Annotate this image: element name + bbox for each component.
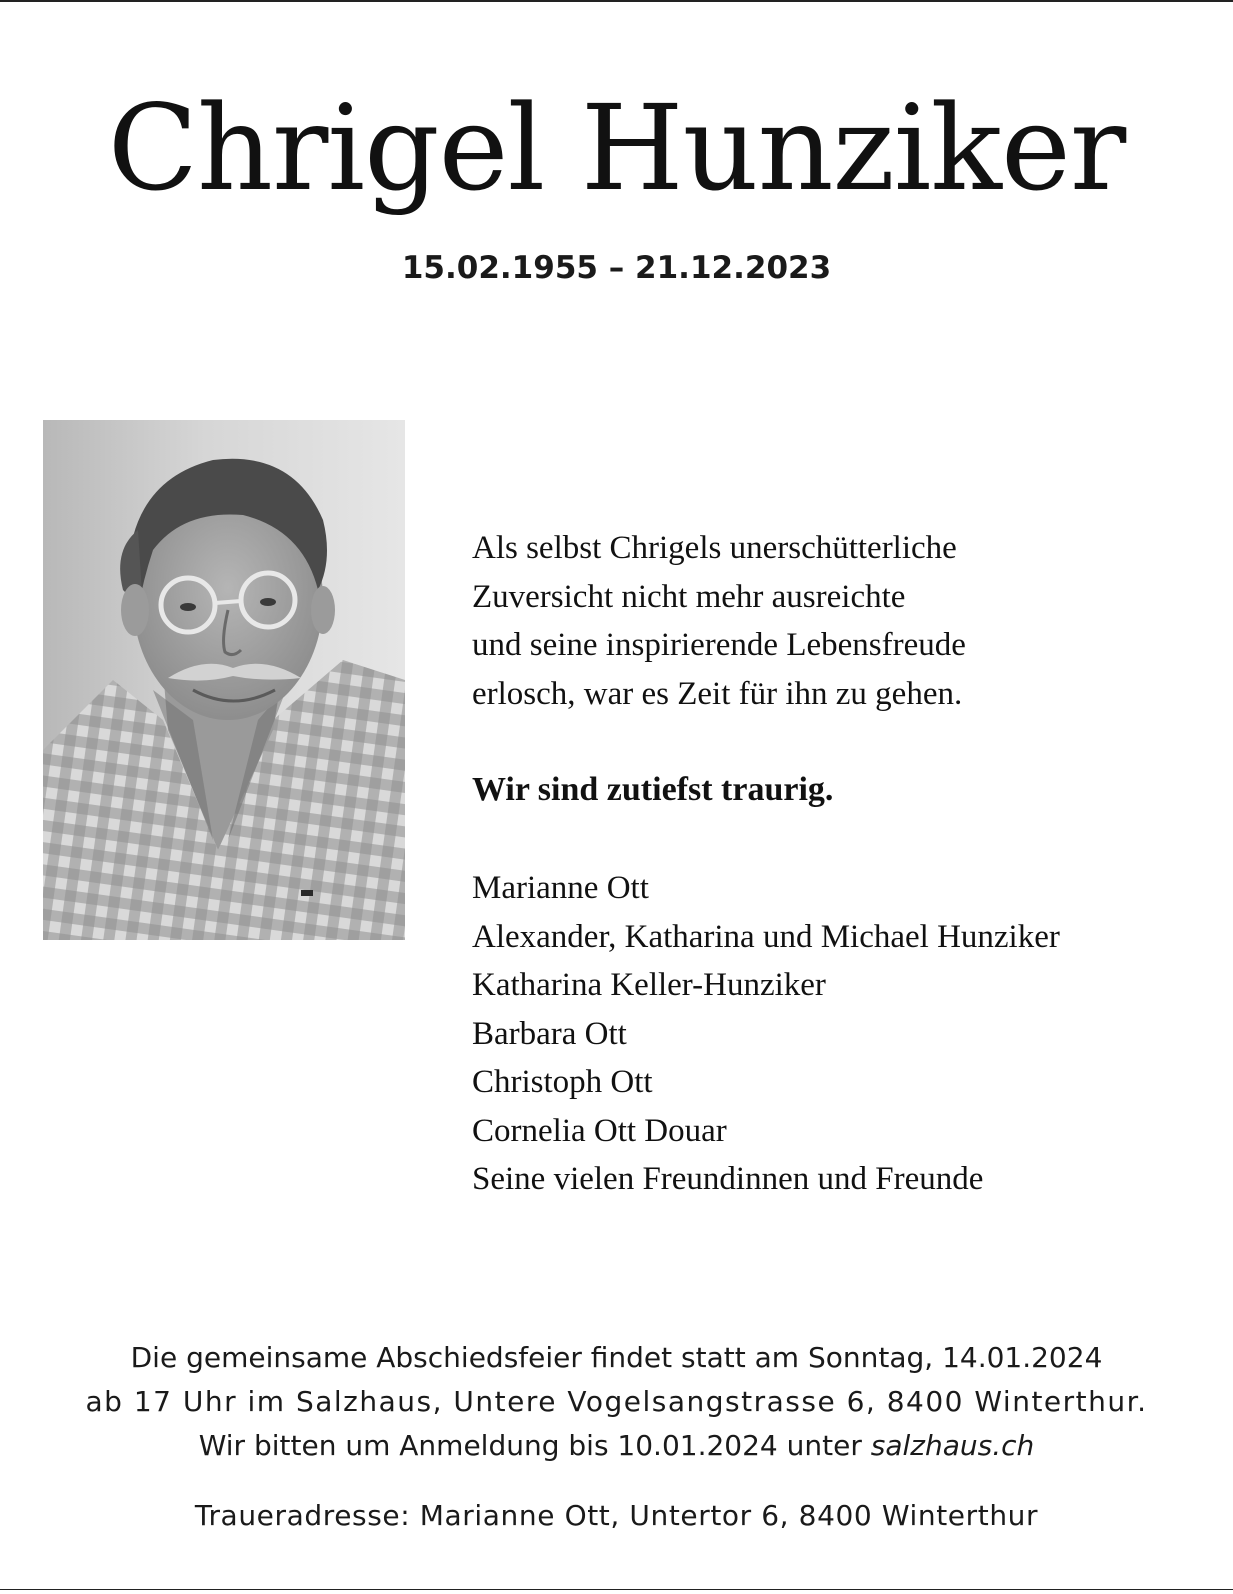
mourner-name: Cornelia Ott Douar (472, 1112, 727, 1149)
mourner-name: Barbara Ott (472, 1015, 627, 1052)
poem-line: erlosch, war es Zeit für ihn zu gehen. (472, 675, 963, 712)
mourner-name: Katharina Keller-Hunziker (472, 967, 826, 1003)
salzhaus-link[interactable]: salzhaus.ch (870, 1429, 1035, 1462)
registration-text: Wir bitten um Anmeldung bis 10.01.2024 unter (198, 1429, 871, 1462)
service-info (0, 1336, 1233, 1468)
memorial-poem (472, 524, 1212, 718)
service-line: ab 17 Uhr im Salzhaus, Untere Vogelsangstrasse 6, 8400 Winterthur. (85, 1385, 1148, 1418)
closing-line: Wir sind zutiefst traurig. (472, 771, 834, 808)
mourning-address: Traueradresse: Marianne Ott, Untertor 6, 8400 Winterthur (194, 1499, 1039, 1532)
service-line: Die gemeinsame Abschiedsfeier findet statt am Sonntag, 14.01.2024 (130, 1341, 1103, 1374)
life-dates: 15.02.1955 – 21.12.2023 (401, 250, 832, 286)
mourners-list (472, 864, 1222, 1204)
poem-line: und seine inspirierende Lebensfreude (472, 627, 966, 663)
mourner-name: Alexander, Katharina und Michael Hunziker (472, 918, 1060, 955)
bottom-rule (0, 1589, 1233, 1590)
poem-line: Als selbst Chrigels unerschütterliche (472, 530, 957, 566)
mourner-name: Seine vielen Freundinnen und Freunde (472, 1161, 984, 1197)
registration-line (0, 1424, 1233, 1468)
top-rule (0, 0, 1233, 2)
portrait-photo (43, 420, 405, 940)
mourner-name: Marianne Ott (472, 870, 649, 906)
deceased-name: Chrigel Hunziker (107, 79, 1126, 217)
poem-line: Zuversicht nicht mehr ausreichte (472, 578, 906, 615)
mourner-name: Christoph Ott (472, 1064, 653, 1100)
